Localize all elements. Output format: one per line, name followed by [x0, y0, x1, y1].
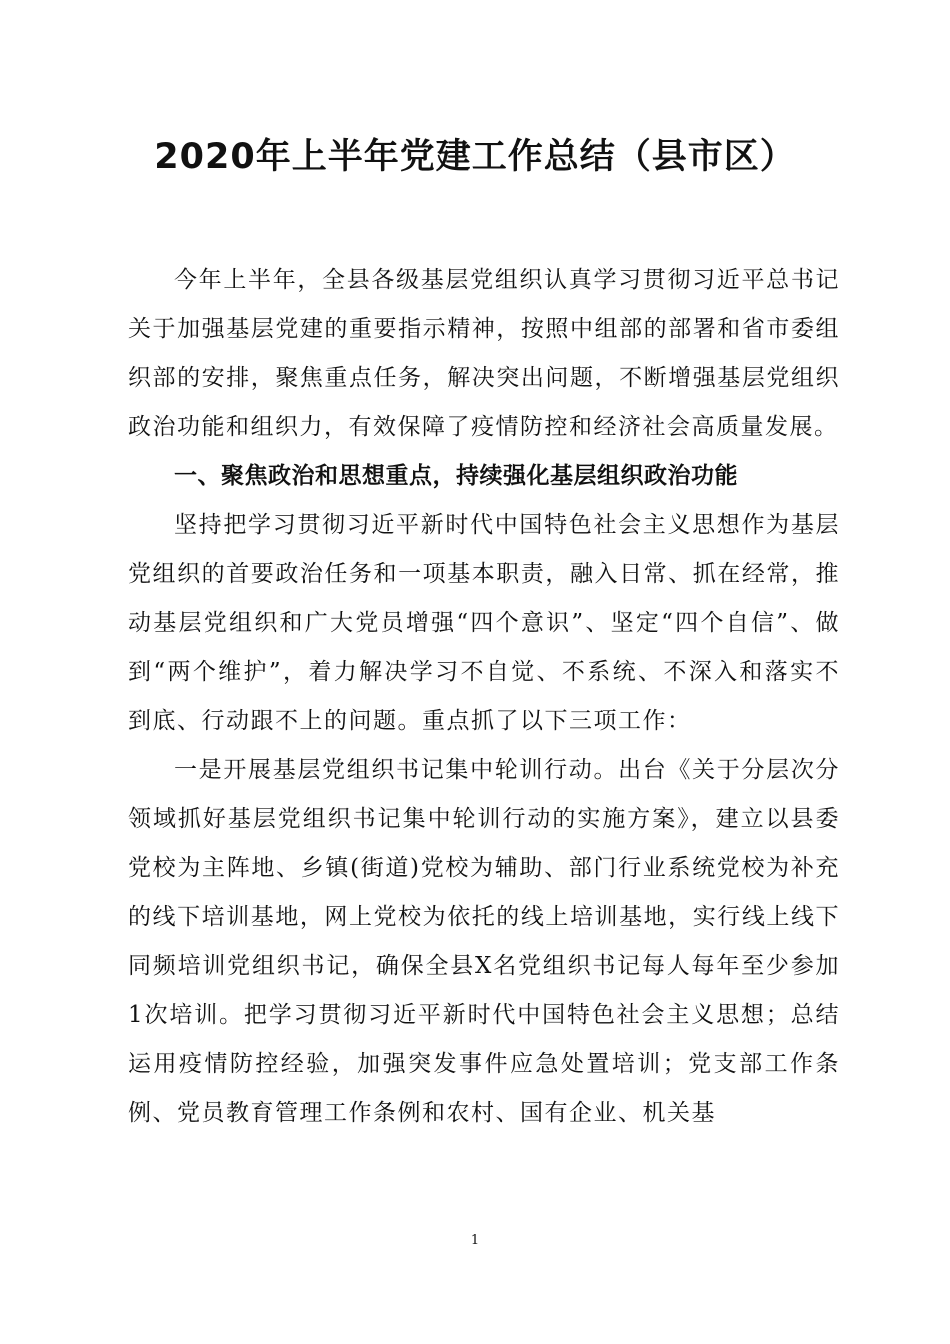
- page-title: 2020年上半年党建工作总结（县市区）: [154, 137, 796, 177]
- page-number: 1: [470, 1233, 480, 1248]
- section-1-item-1-paragraph: 一是开展基层党组织书记集中轮训行动。出台《关于分层次分领域抓好基层党组织书记集中轮训行动的实施方案》，建立以县委党校为主阵地、乡镇(街道)党校为辅助、部门行业系统党校为补充的线下培训基地，网上党校为依托的线上培训基地，实行线上线下同频培训党组织书记，确保全县X名党组织书记每人每年至少参加1次培训。把学习贯彻习近平新时代中国特色社会主义思想；总结运用疫情防控经验，加强突发事件应急处置培训；党支部工作条例、党员教育管理工作条例和农村、国有企业、机关基: [128, 757, 840, 1126]
- document-body: [128, 256, 840, 1138]
- intro-paragraph: 今年上半年，全县各级基层党组织认真学习贯彻习近平总书记关于加强基层党建的重要指示精神，按照中组部的部署和省市委组织部的安排，聚焦重点任务，解决突出问题，不断增强基层党组织政治功能和组织力，有效保障了疫情防控和经济社会高质量发展。: [128, 267, 840, 440]
- section-1-paragraph: 坚持把学习贯彻习近平新时代中国特色社会主义思想作为基层党组织的首要政治任务和一项基本职责，融入日常、抓在经常，推动基层党组织和广大党员增强“四个意识”、坚定“四个自信”、做到“两个维护”，着力解决学习不自觉、不系统、不深入和落实不到底、行动跟不上的问题。重点抓了以下三项工作：: [128, 512, 840, 734]
- section-heading-1: 一、聚焦政治和思想重点，持续强化基层组织政治功能: [174, 463, 738, 489]
